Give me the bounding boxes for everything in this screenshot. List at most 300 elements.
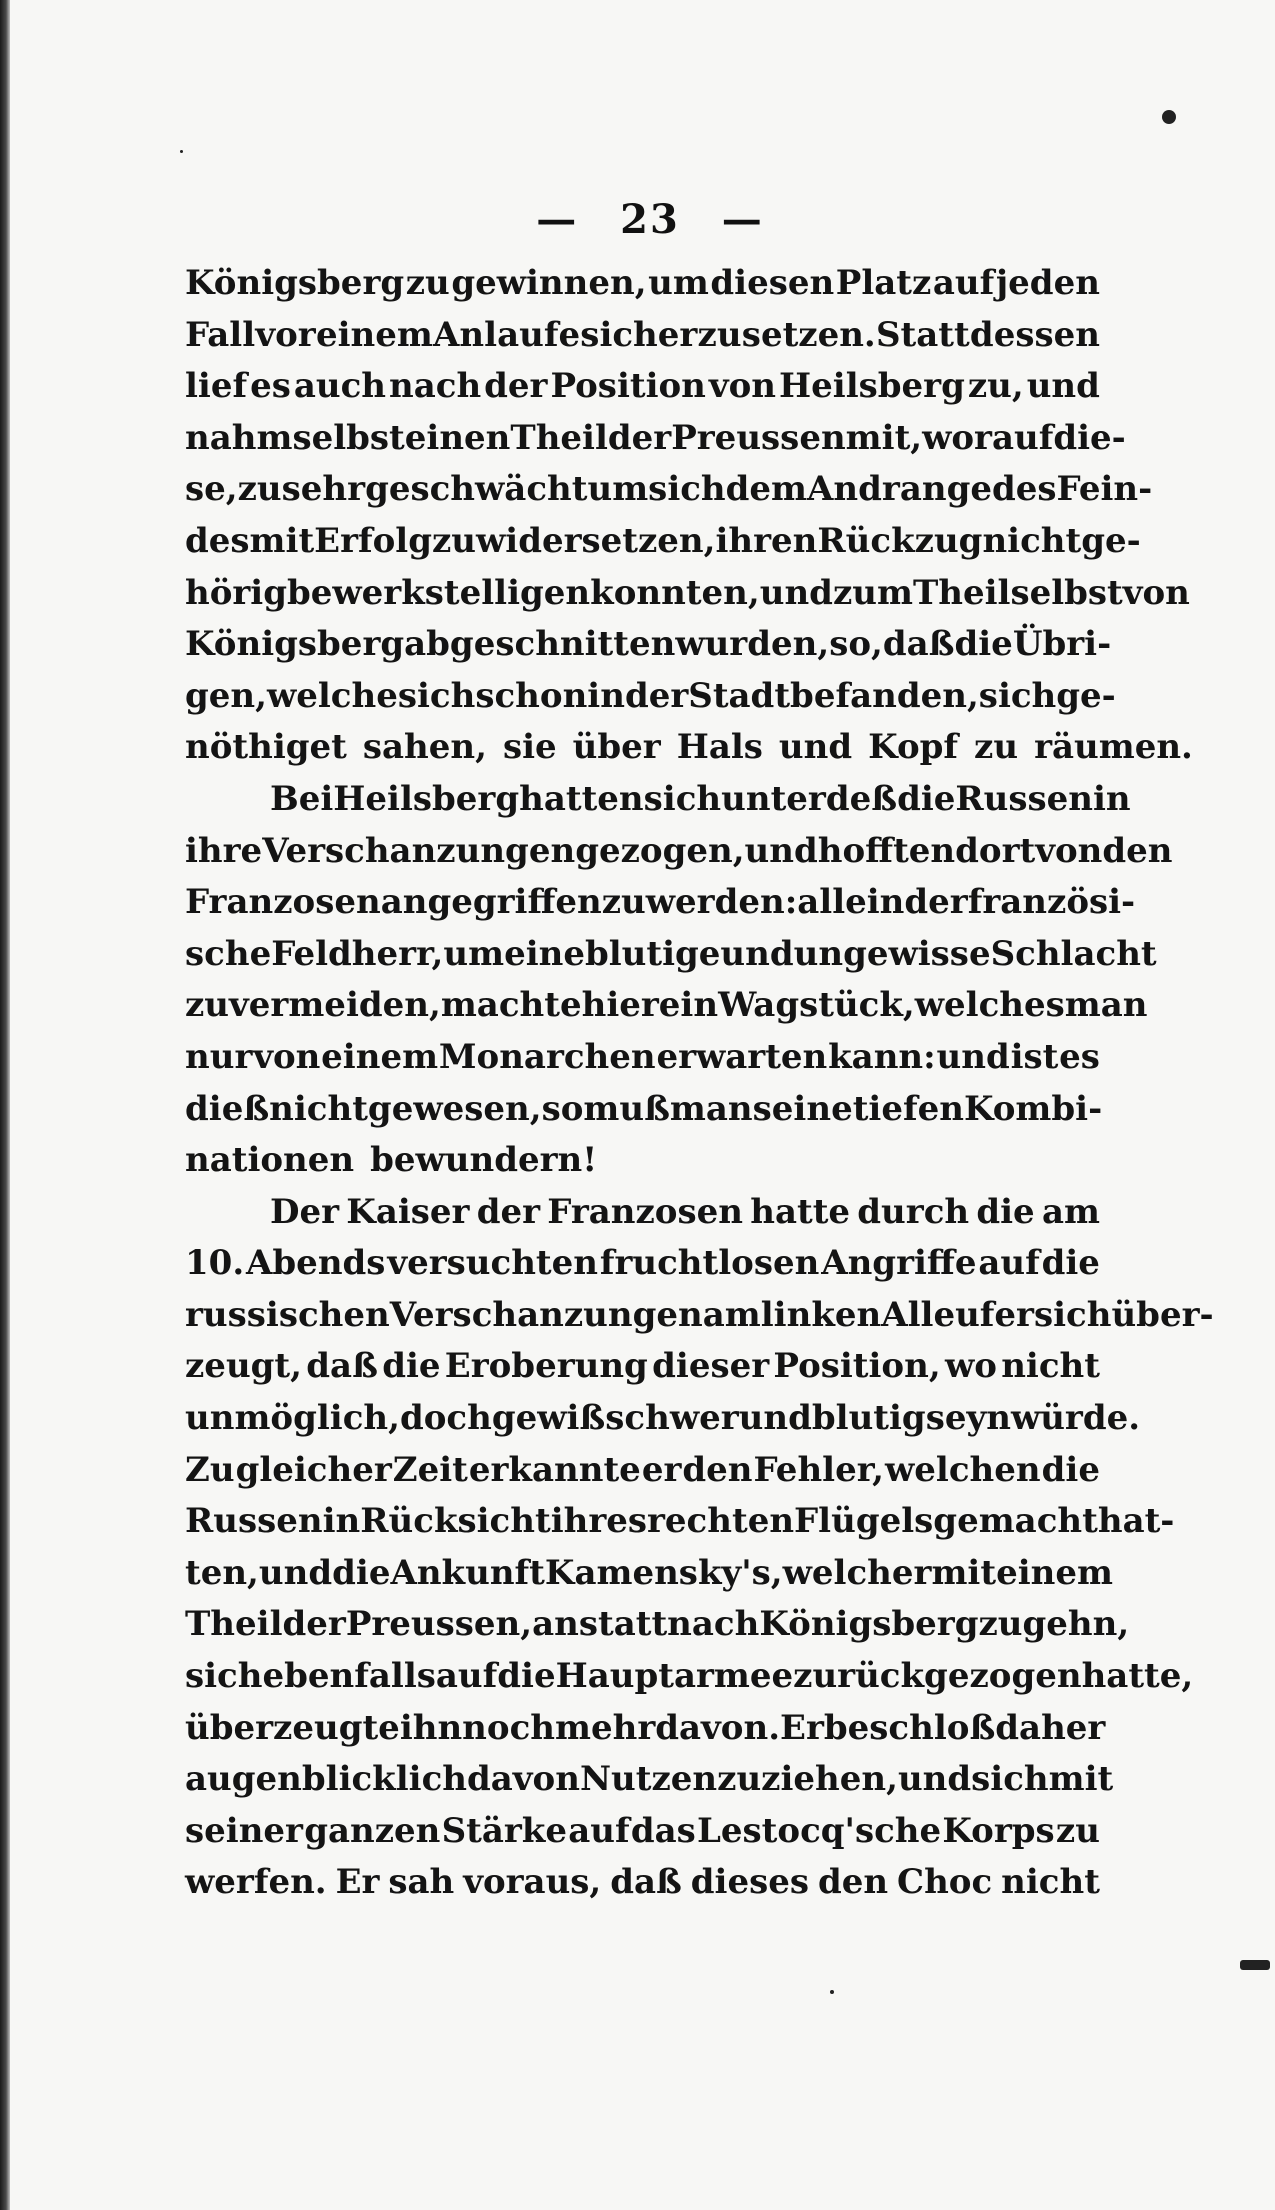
word: ihres [550,1501,648,1542]
word: 10. [185,1243,245,1284]
word: hörig [185,572,287,613]
word: Franzosen [185,882,381,923]
word: Stärke [441,1810,567,1851]
word: russischen [185,1294,390,1335]
word: ge- [1056,675,1116,716]
folio-ornament-right: — [721,196,764,243]
word: seiner [185,1810,303,1851]
word: Kopf [868,727,959,768]
word: Fall [185,314,256,355]
word: auch [293,366,387,407]
word: zu [697,314,742,355]
word: doch [399,1398,492,1439]
word: dort [955,830,1036,871]
word: die [976,1191,1035,1232]
word: Stadt [688,675,791,716]
word: machte [440,985,582,1026]
word: Position [550,366,706,407]
word: und [759,572,833,613]
word: Kaiser [346,1191,470,1232]
word: selbst [1010,572,1123,613]
word: von [253,1036,321,1077]
word: daß [882,624,955,665]
word: er [641,1449,682,1490]
word: nicht [982,520,1082,561]
word: allein [797,882,905,923]
word: sich [397,675,476,716]
word: des [185,520,250,561]
word: sich [1033,1294,1112,1335]
word: die- [1053,417,1126,458]
word: Hauptarmee [555,1656,794,1697]
word: auf [435,1656,498,1697]
word: hatte, [1081,1656,1194,1697]
word: Position, [773,1346,941,1387]
word: Theil [185,1604,283,1645]
text-line [185,1599,1130,1651]
word: ungewisse [793,933,991,974]
word: rechten [647,1501,795,1542]
word: so [541,1088,584,1129]
word: nöthiget [185,727,347,768]
word: schnitten [495,624,676,665]
word: und [258,1552,333,1593]
word: setzen. [741,314,876,355]
word: mit [1048,1759,1114,1800]
word: ihre [185,830,263,871]
text-line [185,1754,1114,1806]
word: und [778,727,853,768]
word: Alleufer [881,1294,1034,1335]
word: Abends [246,1243,386,1284]
word: hatten [519,778,644,819]
text-line [185,1496,1175,1548]
word: zu [601,882,646,923]
word: wurden, [675,624,830,665]
word: dem [725,469,808,510]
word: hier [581,985,659,1026]
word: des [992,469,1057,510]
word: sahen, [362,727,487,768]
scan-edge [0,0,10,2210]
word: in [322,1501,361,1542]
text-line [185,774,1131,826]
word: Zu [185,1449,235,1490]
word: sicher [580,314,698,355]
word: Nutzen [579,1759,718,1800]
word: zu [1055,1810,1100,1851]
word: es [250,366,291,407]
word: daß [610,1862,682,1903]
page-header [520,196,780,243]
word: von [1122,572,1190,613]
word: se, [185,469,238,510]
word: durch [857,1191,970,1232]
text-line [185,568,1190,620]
text-line [185,1341,1100,1393]
text-line [185,1187,1100,1239]
text-line [185,826,1173,878]
word: en [543,572,591,613]
word: Flügels [794,1501,934,1542]
word: nicht [1001,1346,1100,1387]
word: um [443,933,505,974]
word: mit [249,520,315,561]
text-line [185,1032,1100,1084]
word: die [897,778,956,819]
word: Platz [835,263,932,303]
word: ein [658,985,719,1026]
word: zu, [967,366,1024,407]
word: widersetzen, [476,520,716,561]
word: Königsberg [759,1604,979,1645]
word: und [897,1759,972,1800]
word: zurückgezogen [793,1656,1082,1697]
text-line [185,929,1157,981]
word: räumen. [1034,727,1193,768]
word: die [497,1656,556,1697]
word: bewerkstellig [287,572,544,613]
word: Lestocq'sche [697,1810,942,1851]
word: Übri- [1012,624,1112,665]
folio-ornament-left: — [536,196,579,243]
word: um [587,469,649,510]
word: den [1102,830,1173,871]
word: Eroberung [444,1346,648,1387]
word: Korps [942,1810,1055,1851]
word: Theil [510,417,608,458]
word: lief [185,366,248,407]
word: Franzosen [547,1191,743,1232]
word: bewundern! [370,1140,598,1181]
word: Anlaufe [433,314,581,355]
word: sie [502,727,557,768]
word: und [720,933,794,974]
word: vermeiden, [229,985,441,1026]
word: der [282,1604,346,1645]
word: der [484,366,548,407]
word: Kombi- [963,1088,1103,1129]
word: gewinnen, [451,263,647,303]
word: zu [237,469,282,510]
word: einem [315,314,433,355]
word: nahm [185,417,293,458]
word: ge- [1081,520,1141,561]
word: und [738,1398,812,1439]
word: die [382,1346,441,1387]
word: auf [932,263,995,303]
word: dieser [652,1346,770,1387]
word: überzeugte [185,1707,400,1748]
word: auf [568,1810,630,1851]
word: Andrange [807,469,992,510]
word: seine [752,1088,853,1129]
word: Ankunft [390,1552,545,1593]
word: sehr [281,469,366,510]
word: sich [971,1759,1049,1800]
word: einem [321,1036,439,1077]
word: hatte [750,1191,851,1232]
word: augenblicklich [185,1759,467,1800]
word: erkannte [468,1449,641,1490]
word: gen, [185,675,267,716]
scan-speck [180,150,183,153]
word: gezogen, [575,830,745,871]
word: Theil [912,572,1011,613]
word: es [1059,1036,1100,1077]
text-line [185,1806,1100,1858]
word: unmöglich, [185,1398,400,1439]
word: nationen [185,1140,355,1181]
word: gehn, [1022,1604,1130,1645]
text-line [185,516,1141,568]
word: würde. [1010,1398,1141,1439]
word: zu [405,263,450,303]
text-line [185,1445,1100,1497]
text-line [185,1857,1100,1909]
word: Preussen [671,417,846,458]
word: und [1026,366,1100,407]
text-line [185,619,1112,671]
word: gewesen, [367,1088,542,1129]
word: ist [1010,1036,1059,1077]
word: den [682,1449,753,1490]
word: fruchtlosen [599,1243,820,1284]
word: nicht [1001,1862,1100,1903]
text-line [185,1393,1141,1445]
body-text [185,258,1214,1909]
word: nach [389,366,482,407]
word: von [708,366,777,407]
word: der [624,675,689,716]
word: in [587,675,625,716]
word: die [332,1552,391,1593]
word: ihn [399,1707,463,1748]
word: um [648,263,709,303]
word: Erfolg [314,520,432,561]
text-line [185,310,1100,362]
word: ten, [185,1552,259,1593]
word: zu [978,1604,1023,1645]
text-line [185,464,1153,516]
word: Er [335,1862,380,1903]
word: gewiß [491,1398,606,1439]
text-line [185,1238,1100,1290]
word: Statt [876,314,970,355]
word: sich [185,1656,263,1697]
word: versuchten [387,1243,598,1284]
word: muß [583,1088,670,1129]
word: der [476,1191,541,1232]
word: Angriffe [821,1243,977,1284]
text-line [185,258,1100,310]
word: blutige [584,933,721,974]
word: jeden [995,263,1100,303]
word: sche [185,933,272,974]
word: Der [270,1191,340,1232]
word: nur [185,1036,253,1077]
word: mit [931,1552,997,1593]
text-line [185,361,1100,413]
word: mehr [555,1707,656,1748]
text-line [185,1703,1106,1755]
word: Monarchen [438,1036,656,1077]
word: gleicher [235,1449,392,1490]
text-line [185,1084,1103,1136]
word: zum [832,572,913,613]
word: ebenfalls [262,1656,436,1697]
word: vor [255,314,316,355]
word: schwer [605,1398,739,1439]
word: französi- [967,882,1136,923]
word: eine [504,933,585,974]
word: in [1093,778,1131,819]
text-line [185,1548,1113,1600]
scan-speck [1240,1960,1270,1970]
word: nach [667,1604,760,1645]
word: Kamensky's, [544,1552,783,1593]
word: daß [306,1346,378,1387]
word: sich [978,675,1057,716]
word: einem [996,1552,1113,1593]
word: Schlacht [990,933,1157,974]
word: welche [266,675,398,716]
word: die [954,624,1013,665]
text-line [185,1651,1194,1703]
word: blutig [811,1398,926,1439]
word: davon. [655,1707,781,1748]
word: und [744,830,818,871]
word: zu [974,727,1019,768]
word: Preussen, [345,1604,533,1645]
word: von [1035,830,1103,871]
word: anstatt [532,1604,668,1645]
word: voraus, [463,1862,602,1903]
word: gemacht [933,1501,1098,1542]
word: der [904,882,968,923]
word: sich [648,469,726,510]
scan-speck [830,1990,834,1994]
scan-speck [1162,110,1176,124]
word: am [1041,1191,1100,1232]
word: ganzen [304,1810,441,1851]
word: den [817,1862,889,1903]
text-line [185,1290,1214,1342]
word: schon [475,675,588,716]
word: Heilsberg [333,778,520,819]
word: beschloß [823,1707,996,1748]
word: Königsberg [185,263,405,303]
page-number: 23 [620,196,680,243]
word: die [1041,1449,1100,1490]
word: welcher [782,1552,932,1593]
word: seyn [925,1398,1011,1439]
word: auf [978,1243,1040,1284]
word: erwarten [656,1036,828,1077]
word: geschwächt [365,469,588,510]
word: ihren [715,520,818,561]
word: Heilsberg [779,366,965,407]
word: über [572,727,661,768]
word: dessen [969,314,1100,355]
word: Feldherr, [271,933,444,974]
word: worauf [922,417,1054,458]
word: welchen [885,1449,1041,1490]
word: Bei [270,778,334,819]
text-line [185,671,1116,723]
word: zeugt, [185,1346,302,1387]
text-line [185,877,1136,929]
word: welches [914,985,1065,1026]
word: Rückzug [817,520,983,561]
word: man [669,1088,753,1129]
word: sah [388,1862,455,1903]
word: Er [780,1707,824,1748]
word: selbst [292,417,405,458]
word: Fehler, [753,1449,884,1490]
word: der [607,417,672,458]
word: die [1041,1243,1100,1284]
word: und [936,1036,1010,1077]
word: einen [404,417,511,458]
word: konnten, [590,572,760,613]
word: am [702,1294,761,1335]
word: linken [760,1294,882,1335]
word: Wagstück, [718,985,915,1026]
word: Fein- [1056,469,1153,510]
word: zu [431,520,477,561]
word: befanden, [790,675,979,716]
word: mit, [845,417,923,458]
word: das [630,1810,696,1851]
word: Verschanzungen [389,1294,703,1335]
text-line [185,1135,1100,1187]
word: unterdeß [721,778,898,819]
word: abge [404,624,496,665]
word: kann: [828,1036,936,1077]
word: werden: [645,882,798,923]
word: tiefen [852,1088,964,1129]
word: angegriffen [380,882,602,923]
word: Zeit [392,1449,468,1490]
word: Hals [676,727,763,768]
word: Verschanzungen [262,830,576,871]
word: zu [185,985,230,1026]
word: davon [467,1759,580,1800]
word: Königsberg [185,624,405,665]
word: sich [643,778,722,819]
text-line [185,722,1193,774]
text-line [185,413,1126,465]
word: wo [944,1346,997,1387]
word: nicht [269,1088,368,1129]
word: noch [462,1707,555,1748]
word: über- [1111,1294,1214,1335]
word: ziehen, [761,1759,898,1800]
word: hat- [1097,1501,1175,1542]
word: Russen [185,1501,323,1542]
word: werfen. [185,1862,327,1903]
word: man [1064,985,1148,1026]
word: dieß [185,1088,270,1129]
word: zu [717,1759,762,1800]
word: hofften [817,830,956,871]
word: Rücksicht [360,1501,551,1542]
text-line [185,980,1148,1032]
word: Choc [897,1862,993,1903]
word: Russen [955,778,1094,819]
word: so, [829,624,883,665]
